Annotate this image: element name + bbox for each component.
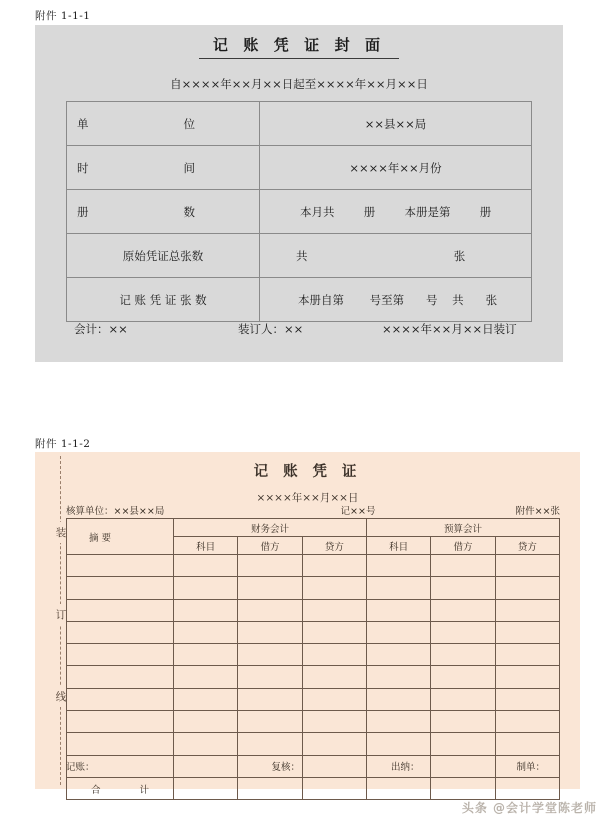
entry-cell[interactable] bbox=[67, 733, 174, 755]
doc1-title-text: 记 账 凭 证 封 面 bbox=[199, 34, 399, 59]
entry-cell[interactable] bbox=[366, 577, 430, 599]
row-label-left: 单 bbox=[77, 116, 89, 131]
row-value: ××县××局 bbox=[260, 102, 532, 146]
row-value: 本册自第 号至第 号 共 张 bbox=[260, 278, 532, 322]
entry-cell[interactable] bbox=[174, 555, 238, 577]
table-foot bbox=[67, 777, 560, 799]
table-row bbox=[67, 102, 532, 146]
entry-cell[interactable] bbox=[366, 599, 430, 621]
total-cell[interactable] bbox=[431, 777, 495, 799]
col-header-fin-subject: 科目 bbox=[174, 537, 238, 555]
entry-cell[interactable] bbox=[431, 666, 495, 688]
entry-cell[interactable] bbox=[238, 688, 302, 710]
table-row bbox=[67, 555, 560, 577]
header-row-groups bbox=[67, 519, 560, 537]
entry-cell[interactable] bbox=[302, 555, 366, 577]
footer-preparer: 制单： bbox=[516, 762, 546, 773]
entry-cell[interactable] bbox=[495, 555, 559, 577]
entry-cell[interactable] bbox=[238, 599, 302, 621]
row-label bbox=[67, 190, 260, 234]
total-row bbox=[67, 777, 560, 799]
entry-cell[interactable] bbox=[302, 733, 366, 755]
entry-cell[interactable] bbox=[238, 577, 302, 599]
entry-cell[interactable] bbox=[495, 688, 559, 710]
table-row bbox=[67, 190, 532, 234]
voucher-cover-document bbox=[35, 25, 563, 362]
entry-cell[interactable] bbox=[238, 733, 302, 755]
entry-cell[interactable] bbox=[431, 621, 495, 643]
col-group-budget: 预算会计 bbox=[366, 519, 559, 537]
entry-cell[interactable] bbox=[67, 688, 174, 710]
binding-char-xian: 线 bbox=[52, 686, 70, 707]
binding-char-zhuang: 装 bbox=[52, 522, 70, 543]
table-row bbox=[67, 599, 560, 621]
footer-binder: 装订人：×× bbox=[238, 322, 304, 336]
row-label-left: 时 bbox=[77, 160, 89, 175]
doc2-footer bbox=[66, 759, 560, 773]
entry-cell[interactable] bbox=[366, 688, 430, 710]
entry-cell[interactable] bbox=[238, 621, 302, 643]
table-row bbox=[67, 577, 560, 599]
row-label-left: 记 账 凭 证 张 数 bbox=[119, 292, 207, 307]
entry-cell[interactable] bbox=[431, 599, 495, 621]
row-value: ××××年××月份 bbox=[260, 146, 532, 190]
entry-cell[interactable] bbox=[431, 733, 495, 755]
entry-cell[interactable] bbox=[366, 711, 430, 733]
col-header-bud-credit: 贷方 bbox=[495, 537, 559, 555]
info-unit: 核算单位：××县××局 bbox=[66, 506, 165, 517]
table-row bbox=[67, 688, 560, 710]
entry-cell[interactable] bbox=[302, 577, 366, 599]
doc1-period-line: 自××××年××月××日起至××××年××月××日 bbox=[170, 77, 428, 91]
row-label bbox=[67, 146, 260, 190]
total-cell[interactable] bbox=[238, 777, 302, 799]
entry-cell[interactable] bbox=[174, 577, 238, 599]
table-row bbox=[67, 621, 560, 643]
total-cell[interactable] bbox=[174, 777, 238, 799]
entry-cell[interactable] bbox=[431, 555, 495, 577]
entry-cell[interactable] bbox=[366, 666, 430, 688]
doc2-info-row bbox=[66, 503, 560, 517]
entry-cell[interactable] bbox=[495, 599, 559, 621]
doc2-title: 记 账 凭 证 bbox=[253, 463, 362, 480]
binding-char-ding: 订 bbox=[52, 604, 70, 625]
row-label-left: 原始凭证总张数 bbox=[122, 248, 204, 263]
entry-cell[interactable] bbox=[67, 666, 174, 688]
footer-reviewer: 复核： bbox=[271, 762, 301, 773]
total-label-right: 计 bbox=[139, 784, 149, 796]
footer-cashier: 出纳： bbox=[391, 762, 420, 773]
footer-accountant: 会计：×× bbox=[74, 322, 128, 336]
accounting-voucher-document bbox=[35, 452, 580, 796]
entry-cell[interactable] bbox=[238, 555, 302, 577]
entry-cell[interactable] bbox=[174, 688, 238, 710]
col-header-fin-debit: 借方 bbox=[238, 537, 302, 555]
row-label-right: 数 bbox=[183, 204, 195, 219]
row-label-right: 位 bbox=[183, 116, 195, 131]
entry-cell[interactable] bbox=[238, 711, 302, 733]
table-row bbox=[67, 733, 560, 755]
entry-cell[interactable] bbox=[302, 599, 366, 621]
col-header-bud-subject: 科目 bbox=[366, 537, 430, 555]
footer-bind-date: ××××年××月××日装订 bbox=[382, 322, 517, 336]
attachment-label-doc1: 附件 1-1-1 bbox=[35, 10, 91, 22]
table-row bbox=[67, 711, 560, 733]
doc1-footer bbox=[66, 321, 532, 337]
entry-cell[interactable] bbox=[174, 621, 238, 643]
entry-cell[interactable] bbox=[174, 711, 238, 733]
entry-cell[interactable] bbox=[174, 733, 238, 755]
entry-cell[interactable] bbox=[67, 644, 174, 666]
attachment-label-doc2: 附件 1-1-2 bbox=[35, 438, 91, 450]
entry-cell[interactable] bbox=[302, 666, 366, 688]
table-head bbox=[67, 519, 560, 555]
total-label-left: 合 bbox=[91, 784, 101, 796]
entry-cell[interactable] bbox=[495, 621, 559, 643]
entry-cell[interactable] bbox=[238, 644, 302, 666]
table-row bbox=[67, 234, 532, 278]
row-value: 本月共 册 本册是第 册 bbox=[260, 190, 532, 234]
entry-cell[interactable] bbox=[366, 733, 430, 755]
watermark: 头条 @会计学堂陈老师 bbox=[461, 801, 597, 815]
entry-cell[interactable] bbox=[495, 733, 559, 755]
row-value: 共 张 bbox=[260, 234, 532, 278]
table-body bbox=[67, 555, 560, 778]
col-group-financial: 财务会计 bbox=[174, 519, 367, 537]
entry-cell[interactable] bbox=[302, 688, 366, 710]
doc2-date-line: ××××年××月××日 bbox=[256, 492, 359, 504]
total-cell[interactable] bbox=[366, 777, 430, 799]
col-header-fin-credit: 贷方 bbox=[302, 537, 366, 555]
entry-cell[interactable] bbox=[366, 644, 430, 666]
table-row bbox=[67, 146, 532, 190]
row-label-left: 册 bbox=[77, 204, 89, 219]
info-voucher-no: 记××号 bbox=[340, 506, 376, 517]
entry-cell[interactable] bbox=[174, 644, 238, 666]
info-attachments: 附件××张 bbox=[515, 506, 560, 517]
entry-cell[interactable] bbox=[174, 599, 238, 621]
entry-cell[interactable] bbox=[431, 577, 495, 599]
row-label bbox=[67, 234, 260, 278]
entry-cell[interactable] bbox=[431, 688, 495, 710]
row-label-right: 间 bbox=[183, 160, 195, 175]
entry-cell[interactable] bbox=[495, 644, 559, 666]
entry-cell[interactable] bbox=[495, 666, 559, 688]
total-cell[interactable] bbox=[302, 777, 366, 799]
doc1-info-table bbox=[66, 101, 532, 322]
entry-cell[interactable] bbox=[366, 621, 430, 643]
entry-cell[interactable] bbox=[67, 577, 174, 599]
total-cell[interactable] bbox=[495, 777, 559, 799]
doc1-title bbox=[35, 34, 563, 59]
col-header-summary-left: 摘 要 bbox=[89, 532, 112, 544]
entry-cell[interactable] bbox=[67, 711, 174, 733]
row-label bbox=[67, 102, 260, 146]
voucher-entry-table bbox=[66, 518, 560, 800]
footer-bookkeeper: 记账： bbox=[66, 762, 95, 773]
total-label-cell bbox=[67, 777, 174, 799]
row-label bbox=[67, 278, 260, 322]
col-header-bud-debit: 借方 bbox=[431, 537, 495, 555]
entry-cell[interactable] bbox=[67, 555, 174, 577]
entry-cell[interactable] bbox=[238, 666, 302, 688]
entry-cell[interactable] bbox=[302, 644, 366, 666]
entry-cell[interactable] bbox=[67, 599, 174, 621]
entry-cell[interactable] bbox=[174, 666, 238, 688]
table-row bbox=[67, 644, 560, 666]
entry-cell[interactable] bbox=[67, 621, 174, 643]
entry-cell[interactable] bbox=[302, 711, 366, 733]
table-row bbox=[67, 666, 560, 688]
table-row bbox=[67, 278, 532, 322]
entry-cell[interactable] bbox=[495, 711, 559, 733]
entry-cell[interactable] bbox=[431, 711, 495, 733]
col-header-summary bbox=[67, 519, 174, 555]
entry-cell[interactable] bbox=[495, 577, 559, 599]
entry-cell[interactable] bbox=[431, 644, 495, 666]
entry-cell[interactable] bbox=[366, 555, 430, 577]
entry-cell[interactable] bbox=[302, 621, 366, 643]
